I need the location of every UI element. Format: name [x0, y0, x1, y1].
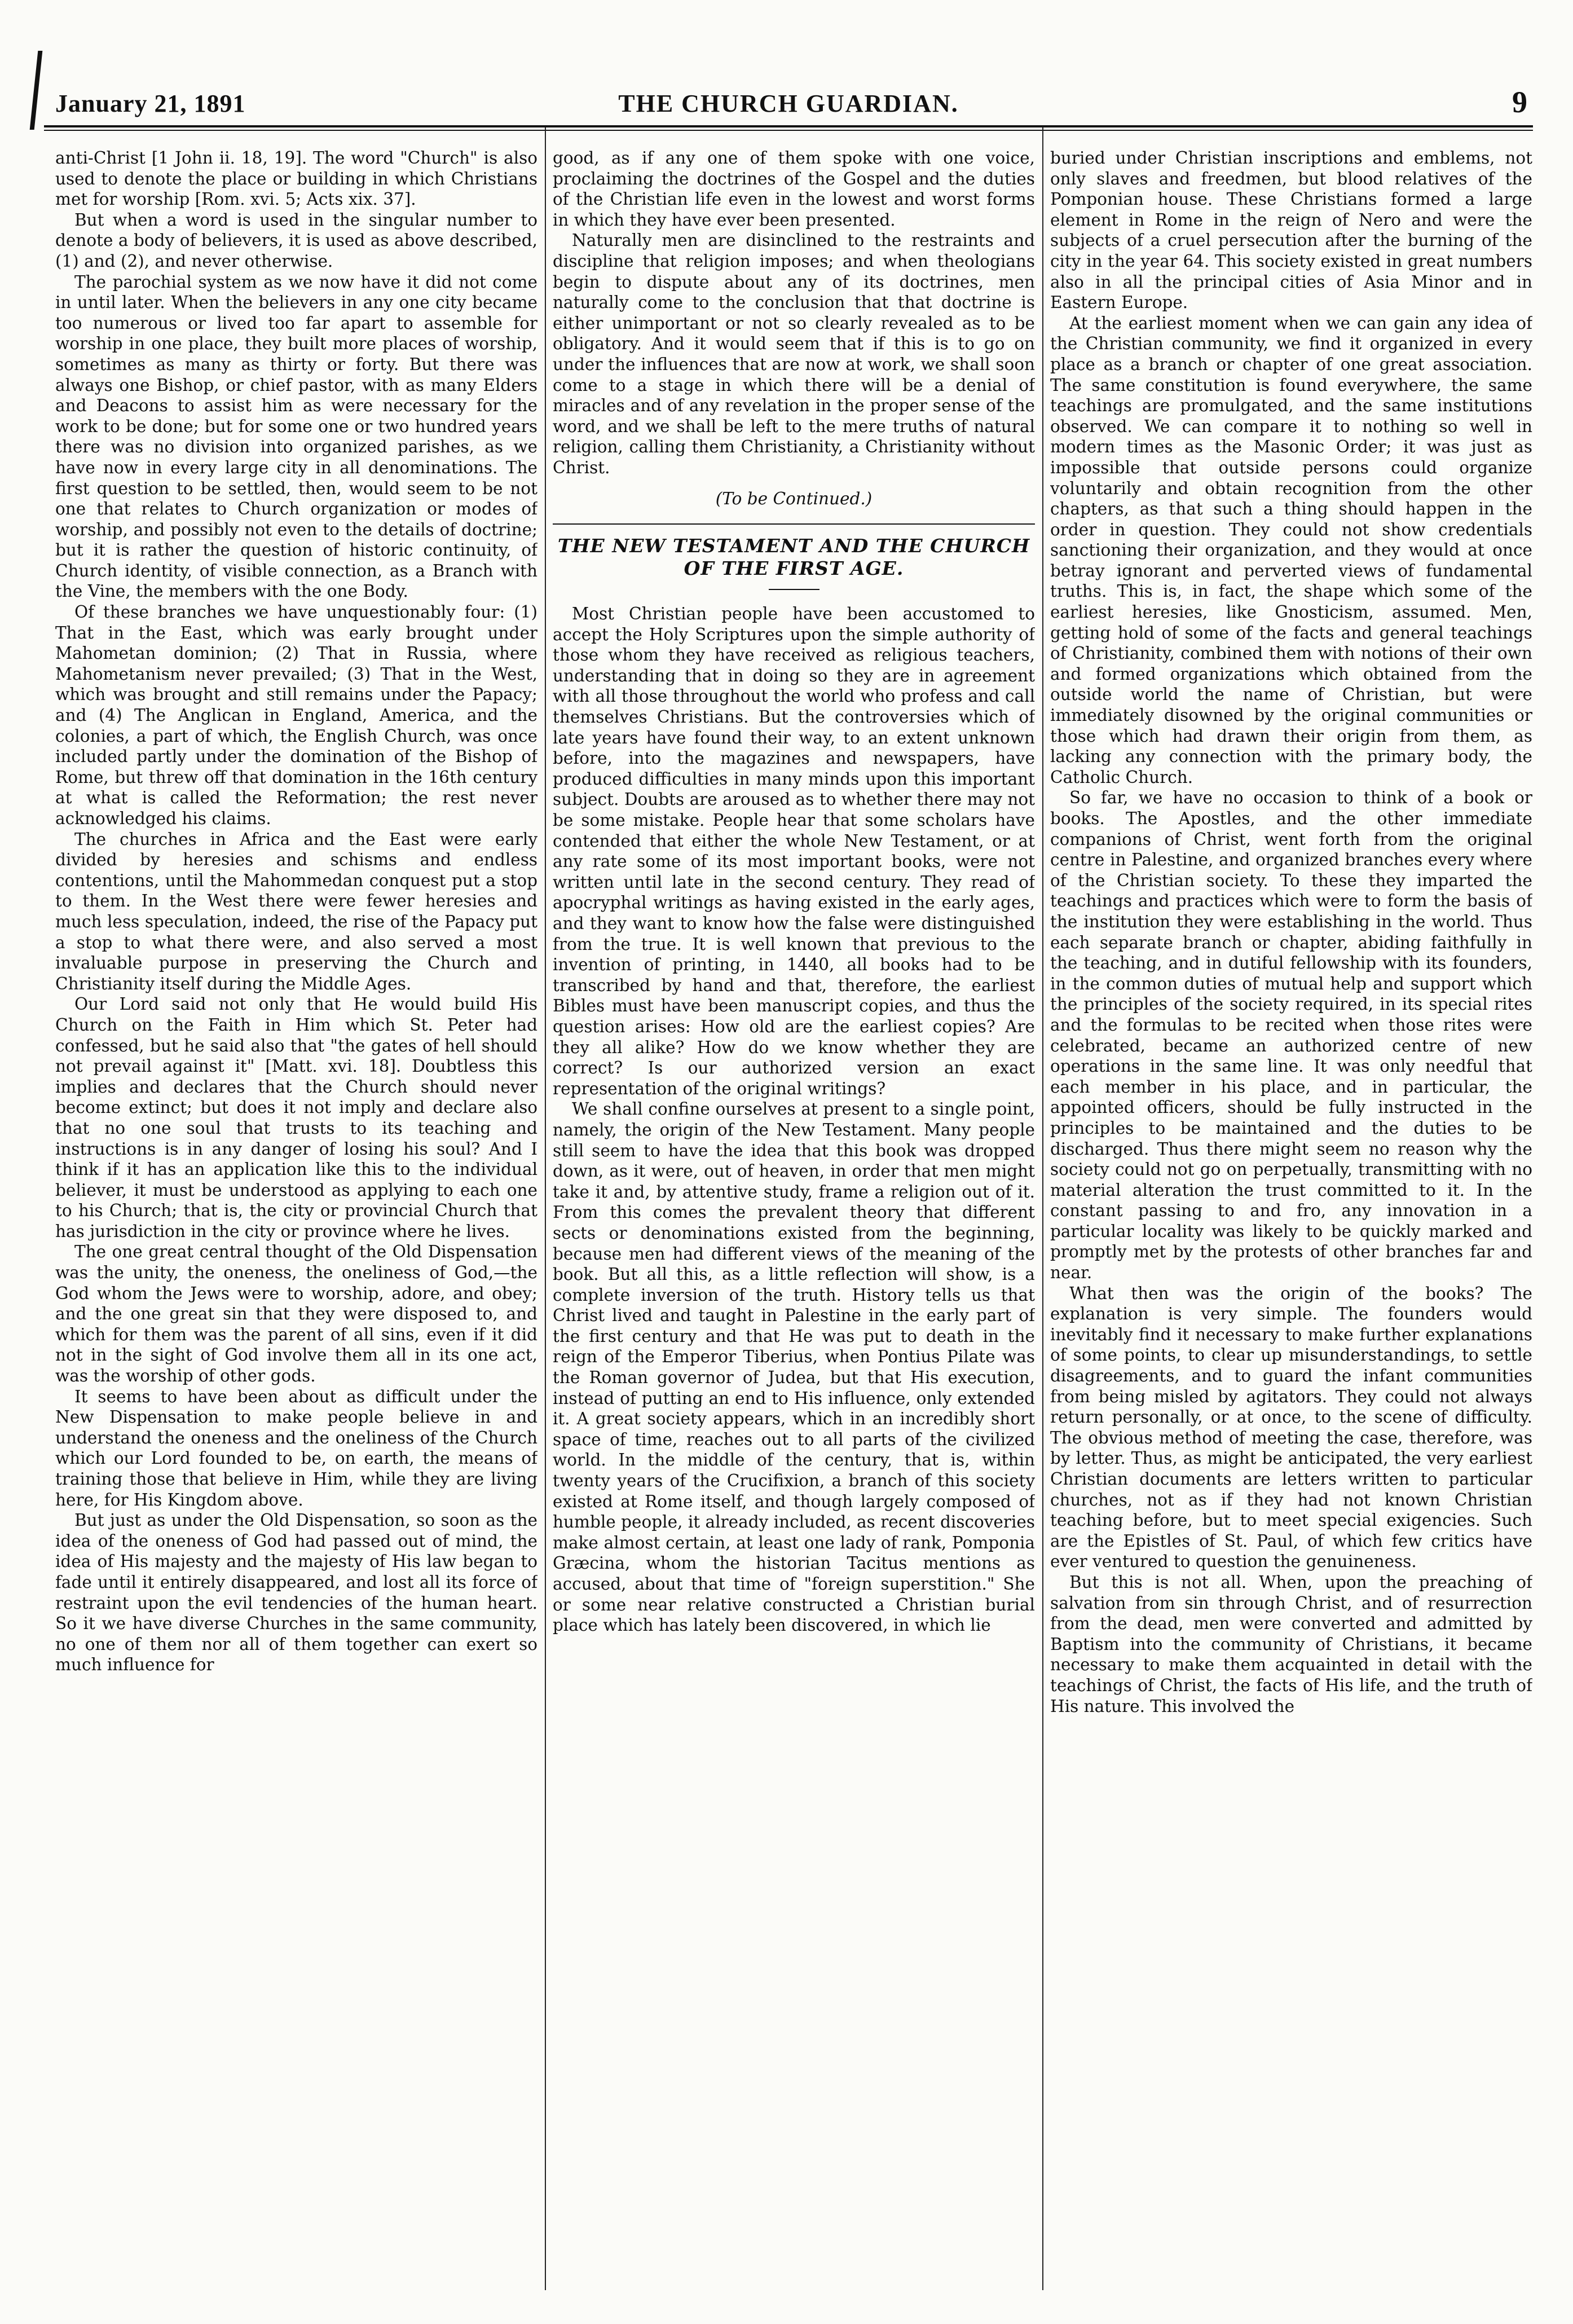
paragraph: At the earliest moment when we can gain any idea of the Christian community, we find it organized in every place as a branch or chapter of one great association. The same constitution is found everywhere, the same teachings are promulgated, and the same institutions observed. We can compare it to nothing so well in modern times as the Masonic Order; it was just as impossible that outside persons could organize voluntarily and obtain recognition from the other chapters, as that such a thing should happen in the order in question. They could not show credentials sanctioning their organization, and they would at once betray ignorant and perverted views of fundamental truths. This is, in fact, the shape which some of the earliest heresies, like Gnosticism, assumed. Men, getting hold of some of the facts and general teachings of Christianity, combined them with notions of their own and formed organizations which obtained from the outside world the name of Christian, but were immediately disowned by the original communities or those which had drawn their origin from them, as lacking any connection with the primary body, the Catholic Church. [1050, 313, 1532, 787]
issue-date: January 21, 1891 [55, 90, 246, 117]
masthead-title: THE CHURCH GUARDIAN. [618, 90, 959, 117]
paragraph: anti-Christ [1 John ii. 18, 19]. The word "Church" is also used to denote the place or building in which Christians met for worship [Rom. xvi. 5; Acts xix. 37]. [55, 148, 537, 209]
margin-mark [30, 51, 43, 130]
paragraph: Most Christian people have been accustomed to accept the Holy Scriptures upon the simple authority of those whom they have received as religious teachers, understanding that in doing so they are in agreement with all those throughout the world who profess and call themselves Christians. But the controversies which of late years have found their way, to an extent unknown before, into the magazines and newspapers, have produced difficulties in many minds upon this important subject. Doubts are aroused as to whether there may not be some mistake. People hear that some scholars have contended that either the whole New Testament, or at any rate some of its most important books, were not written until late in the second century. They read of apocryphal writings as having existed in the early ages, and they want to know how the false were distinguished from the true. It is well known that previous to the invention of printing, in 1440, all books had to be transcribed by hand and that, therefore, the earliest Bibles must have been manuscript copies, and thus the question arises: How old are the earliest copies? Are they all alike? How do we know whether they are correct? Is our authorized version an exact representation of the original writings? [553, 604, 1035, 1098]
header-rule-thick [44, 125, 1533, 127]
paragraph: We shall confine ourselves at present to a single point, namely, the origin of the New Testament. Many people still seem to have the idea that this book was dropped down, as it were, out of heaven, in order that men might take it and, by attentive study, frame a religion out of it. From this comes the prevalent theory that different sects or denominations existed from the beginning, because men had different views of the meaning of the book. But all this, as a little reflection will show, is a complete inversion of the truth. History tells us that Christ lived and taught in Palestine in the early part of the first century and that He was put to death in the reign of the Emperor Tiberius, when Pontius Pilate was the Roman governor of Judea, but that His execution, instead of putting an end to His influence, only extended it. A great society appears, which in an incredibly short space of time, reaches out to all parts of the civilized world. In the middle of the century, that is, within twenty years of the Crucifixion, a branch of this society existed at Rome itself, and though largely composed of humble people, it already included, as recent discoveries make almost certain, at least one lady of rank, Pomponia Græcina, whom the historian Tacitus mentions as accused, about that time of "foreign superstition." She or some near relative constructed a Christian burial place which has lately been discovered, in which lie [553, 1099, 1035, 1635]
page-number: 9 [1512, 85, 1527, 119]
paragraph: The parochial system as we now have it did not come in until later. When the believers in any one city became too numerous or lived too far apart to assemble for worship in one place, they built more places of worship, sometimes as many as thirty or forty. But there was always one Bishop, or chief pastor, with as many Elders and Deacons to assist him as were necessary for the work to be done; but for some one or two hundred years there was no division into organized parishes, as we have now in every large city in all denominations. The first question to be settled, then, would seem to be not one that relates to Church organization or modes of worship, and possibly not even to the details of doctrine; but it is rather the question of historic continuity, of Church identity, of visible connection, as a Branch with the Vine, the members with the one Body. [55, 272, 537, 601]
paragraph: buried under Christian inscriptions and emblems, not only slaves and freedmen, but blood relatives of the Pomponian house. These Christians formed a large element in Rome in the reign of Nero and were the subjects of a cruel persecution after the burning of the city in the year 64. This society existed in great numbers also in all the principal cities of Asia Minor and in Eastern Europe. [1050, 148, 1532, 312]
article-title: THE NEW TESTAMENT AND THE CHURCH OF THE FIRST AGE. [557, 535, 1030, 580]
paragraph: Of these branches we have unquestionably four: (1) That in the East, which was early brought under Mahometan dominion; (2) That in Russia, where Mahometanism never prevailed; (3) That in the West, which was brought and still remains under the Papacy; and (4) The Anglican in England, America, and the colonies, a part of which, the English Church, was once included partly under the domination of the Bishop of Rome, but threw off that domination in the 16th century at what is called the Reformation; the rest never acknowledged his claims. [55, 602, 537, 828]
column-divider-1 [545, 127, 546, 2290]
column-1 [55, 148, 537, 2290]
title-rule [769, 589, 819, 590]
header-rule-thin [44, 130, 1533, 131]
paragraph: It seems to have been about as difficult under the New Dispensation to make people believe in and understand the oneness and the oneliness of the Church which our Lord founded to be, on earth, the means of training those that believe in Him, while they are living here, for His Kingdom above. [55, 1387, 537, 1509]
paragraph: The churches in Africa and the East were early divided by heresies and schisms and endless contentions, until the Mahommedan conquest put a stop to them. In the West there were fewer heresies and much less speculation, indeed, the rise of the Papacy put a stop to what there were, and also served a most invaluable purpose in preserving the Church and Christianity itself during the Middle Ages. [55, 829, 537, 993]
paragraph: But this is not all. When, upon the preaching of salvation from sin through Christ, and of resurrection from the dead, men were converted and admitted by Baptism into the community of Christians, it became necessary to make them acquainted in detail with the teachings of Christ, the facts of His life, and the truth of His nature. This involved the [1050, 1572, 1532, 1716]
column-3 [1050, 148, 1532, 2290]
paragraph: Naturally men are disinclined to the restraints and discipline that religion imposes; and when theologians begin to dispute about any of its doctrines, men naturally come to the conclusion that that doctrine is either unimportant or not so clearly revealed as to be obligatory. And it would seem that if this is to go on under the influences that are now at work, we shall soon come to a stage in which there will be a denial of miracles and of any revelation in the proper sense of the word, and we shall be left to the mere truths of natural religion, calling them Christianity, a Christianity without Christ. [553, 231, 1035, 477]
paragraph: The one great central thought of the Old Dispensation was the unity, the oneness, the oneliness of God,—the God whom the Jews were to worship, adore, and obey; and the one great sin that they were disposed to, and which for them was the parent of all sins, even if it did not in the sight of God involve them all in its one act, was the worship of other gods. [55, 1242, 537, 1386]
paragraph: But when a word is used in the singular number to denote a body of believers, it is used as above described, (1) and (2), and never otherwise. [55, 210, 537, 271]
paragraph: But just as under the Old Dispensation, so soon as the idea of the oneness of God had passed out of mind, the idea of His majesty and the majesty of His law began to fade until it entirely disappeared, and lost all its force of restraint upon the evil tendencies of the human heart. So it we have diverse Churches in the same community, no one of them nor all of them together can exert so much influence for [55, 1511, 537, 1675]
column-divider-2 [1042, 127, 1043, 2290]
to-be-continued: (To be Continued.) [715, 488, 873, 508]
paragraph: Our Lord said not only that He would build His Church on the Faith in Him which St. Peter had confessed, but he said also that "the gates of hell should not prevail against it" [Matt. xvi. 18]. Doubtless this implies and declares that the Church should never become extinct; but does it not imply and declare also that no one soul that trusts to its teaching and instructions is in any danger of losing his soul? And I think if it has an application like this to the individual believer, it must be understood as applying to each one to his Church; that is, the city or provincial Church that has jurisdiction in the city or province where he lives. [55, 994, 537, 1241]
column-2 [553, 148, 1035, 2290]
paragraph: So far, we have no occasion to think of a book or books. The Apostles, and the other immediate companions of Christ, went forth from the original centre in Palestine, and organized branches every where of the Christian society. To these they imparted the teachings and practices which were to form the basis of the institution they were establishing in the world. Thus each separate branch or chapter, abiding faithfully in the teaching, and in dutiful fellowship with its founders, in the common duties of mutual help and support which the principles of the society required, in its special rites and the formulas to be recited when those rites were celebrated, became an authorized centre of new operations in the same line. It was only needful that each member in his place, and in particular, the appointed officers, should be fully instructed in the principles to be maintained and the duties to be discharged. Thus there might seem no reason why the society could not go on perpetually, transmitting with no material alteration the trust committed to it. In the constant passing to and fro, any innovation in a particular locality was likely to be quickly marked and promptly met by the protests of other branches far and near. [1050, 788, 1532, 1283]
paragraph: What then was the origin of the books? The explanation is very simple. The founders would inevitably find it necessary to make further explanations of some points, to clear up misunderstandings, to settle disagreements, and to guard the infant communities from being misled by agitators. They could not always return personally, or at once, to the scene of difficulty. The obvious method of meeting the case, therefore, was by letter. Thus, as might be anticipated, the very earliest Christian documents are letters written to particular churches, not as if they had not known Christian teaching before, but to meet special exigencies. Such are the Epistles of St. Paul, of which few critics have ever ventured to question the genuineness. [1050, 1283, 1532, 1572]
page-header [44, 85, 1533, 125]
paragraph: good, as if any one of them spoke with one voice, proclaiming the doctrines of the Gospel and the duties of the Christian life even in the lowest and worst forms in which they have ever been presented. [553, 148, 1035, 230]
article-separator [553, 523, 1035, 525]
